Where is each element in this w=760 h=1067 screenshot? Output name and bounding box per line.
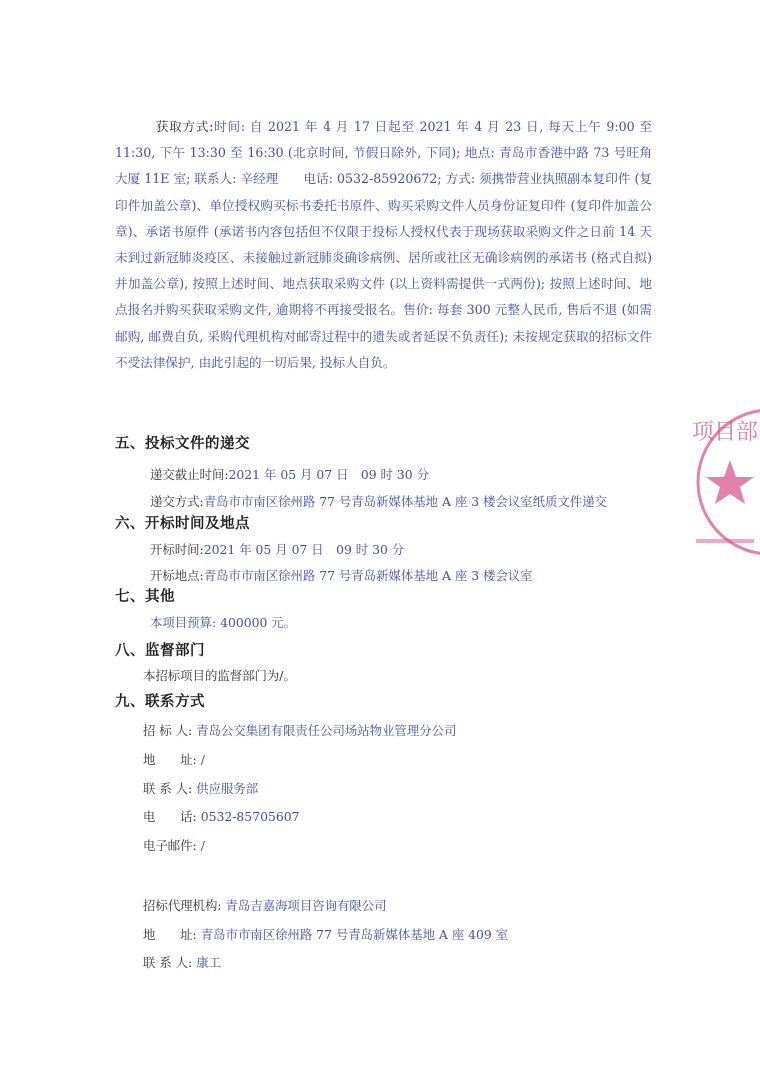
section-9-heading: 九、联系方式 [115,693,205,710]
agency-address-row [143,925,508,943]
tenderer-phone-label: 电 话: [143,809,197,824]
agency-contact-row [143,953,221,971]
seal-graphic [690,405,760,560]
submit-deadline-label: 递交截止时间: [150,467,229,482]
opening-place-label: 开标地点: [150,568,204,583]
acquire-text: 时间: 自 2021 年 4 月 17 日起至 2021 年 4 月 23 日, 每天上午 9:00 至 11:30, 下午 13:30 至 16:30 (北京时间, 节假日除外, 下同); 地点: 青岛市香港中路 73 号旺角大厦 11E 室; 联系人: 辛经理 电话: 0532-85920672; 方式: 须携带营业执照副本复印件 (复印件加盖公章)、单位授权购买标书委托书原件、购买采购文件人员身份证复印件 (复印件加盖公章)、承诺书原件 (承诺书内容包括但不仅限于投标人授权代表于现场获取采购文件之日前 14 天未到过新冠肺炎疫区、未接触过新冠肺炎确诊病例、居所或社区无确诊病例的承诺书 (格式自拟) 并加盖公章), 按照上述时间、地点获取采购文件 (以上资料需提供一式两份); 按照上述时间、地点报名并购买获取采购文件, 逾期将不再接受报名。售价: 每套 300 元整人民币, 售后不退 (如需邮购, 邮费自负, 采购代理机构对邮寄过程中的遗失或者延误不负责任); 未按规定获取的招标文件不受法律保护, 由此引起的一切后果, 投标人自负。 [115,119,652,370]
opening-time-row [150,540,404,558]
submit-method-label: 递交方式: [150,494,204,509]
tenderer-contact-label: 联 系 人: [143,781,193,796]
tenderer-contact-value: 供应服务部 [196,781,259,796]
tenderer-phone-row [143,807,300,825]
tenderer-phone-value: 0532-85705607 [200,809,300,824]
opening-place-value: 青岛市市南区徐州路 77 号青岛新媒体基地 A 座 3 楼会议室 [203,568,533,583]
budget-row [150,613,296,631]
tenderer-email-row [143,836,205,854]
agency-address-value: 青岛市市南区徐州路 77 号青岛新媒体基地 A 座 409 室 [200,927,509,942]
acquire-label: 获取方式: [155,119,214,134]
seal-text: 项目部 [692,420,759,445]
tenderer-contact-row [143,779,258,797]
supervision-row [143,666,296,684]
tenderer-email-label: 电子邮件: [143,838,197,853]
tenderer-email-value: / [200,838,205,853]
submit-method-row [150,492,607,510]
company-seal [690,405,760,560]
opening-time-label: 开标时间: [150,542,204,557]
tenderer-value: 青岛公交集团有限责任公司场站物业管理分公司 [196,723,457,738]
budget-value: 本项目预算: 400000 元。 [150,615,297,630]
tenderer-label: 招 标 人: [143,723,193,738]
seal-star-icon [706,460,754,504]
agency-contact-label: 联 系 人: [143,955,193,970]
opening-time-value: 2021 年 05 月 07 日 09 时 30 分 [203,542,405,557]
opening-place-row [150,566,533,584]
section-8-heading: 八、监督部门 [115,642,205,659]
tenderer-address-row [143,750,205,768]
submit-deadline-value: 2021 年 05 月 07 日 09 时 30 分 [228,467,429,482]
submit-method-value: 青岛市市南区徐州路 77 号青岛新媒体基地 A 座 3 楼会议室纸质文件递交 [203,494,607,509]
agency-value: 青岛吉嘉海项目咨询有限公司 [225,898,387,913]
agency-address-label: 地 址: [143,927,197,942]
section-6-heading: 六、开标时间及地点 [115,515,250,532]
tenderer-row [143,721,456,739]
tenderer-address-label: 地 址: [143,752,197,767]
submit-deadline-row [150,465,429,483]
tenderer-address-value: / [200,752,205,767]
section-7-heading: 七、其他 [115,588,175,605]
agency-row [143,896,387,914]
supervision-text: 本招标项目的监督部门为/。 [143,668,296,683]
agency-label: 招标代理机构: [143,898,222,913]
agency-contact-value: 康工 [196,955,221,970]
acquire-paragraph [115,114,652,376]
section-5-heading: 五、投标文件的递交 [115,435,250,452]
